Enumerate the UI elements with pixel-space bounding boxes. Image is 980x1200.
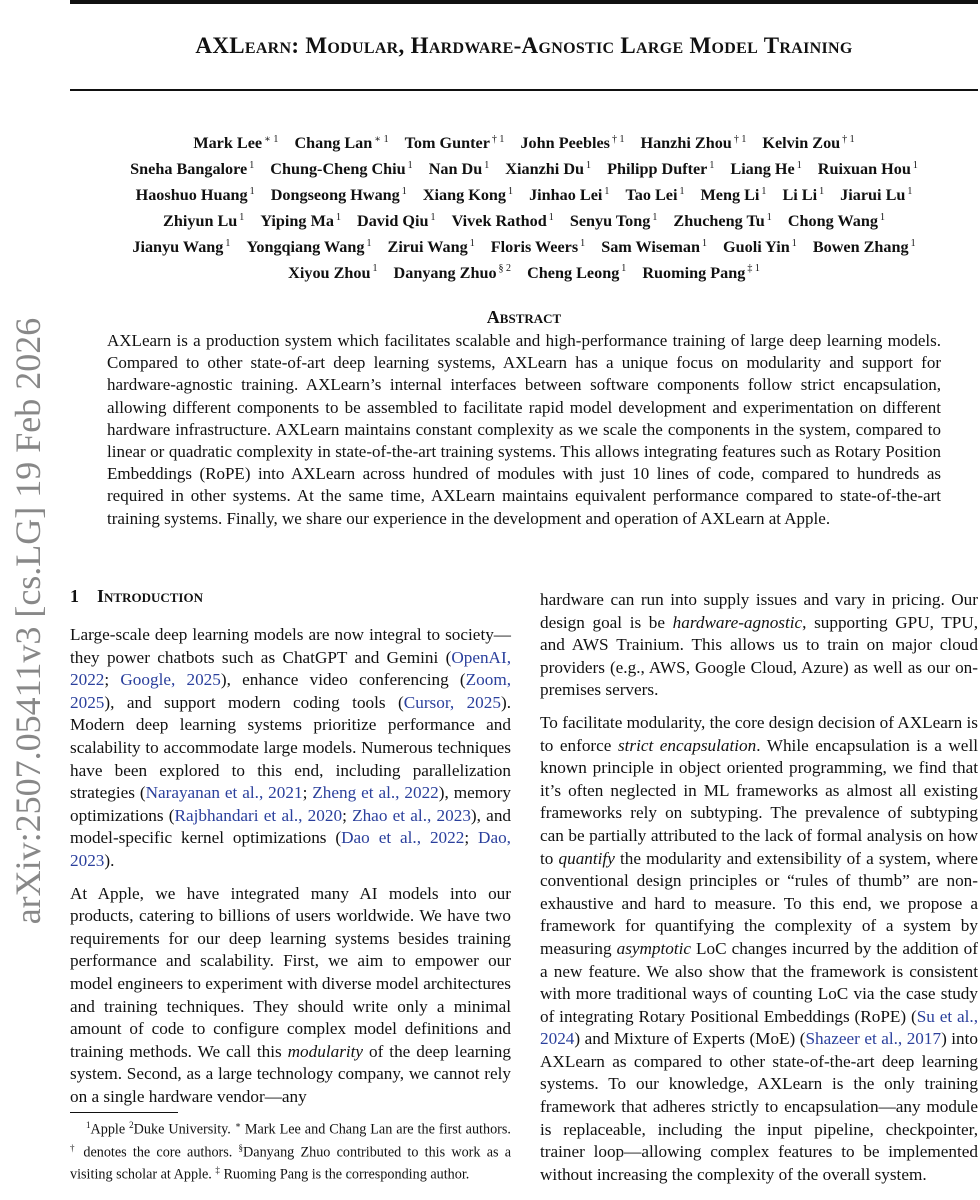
- author-affiliation-mark: 1: [912, 159, 918, 171]
- citation-link[interactable]: Narayanan et al., 2021: [145, 783, 303, 803]
- author-name: Jianyu Wang: [132, 237, 224, 256]
- body-text: ), and support modern coding tools (: [104, 692, 404, 712]
- author: [130, 160, 254, 178]
- author: [357, 212, 436, 230]
- citation-link[interactable]: Su et al., 2024: [540, 1006, 978, 1049]
- author-name: Chong Wang: [787, 212, 878, 231]
- citation-link[interactable]: Zoom, 2025: [70, 670, 511, 712]
- body-text: ).: [104, 850, 115, 870]
- body-text: LoC changes incurred by the addition of a new feature. We also show that the framework is consistent with more traditional ways of counting LoC via the case study of integrating Rotary Positional Embeddings (RoPE) (: [540, 938, 978, 1026]
- footnote-mark: 1: [86, 1120, 91, 1130]
- footnote-mark: ∗: [234, 1120, 241, 1130]
- author-name: Yongqiang Wang: [246, 237, 365, 256]
- author-affiliation-mark: 1: [401, 185, 407, 197]
- emphasis-text: strict encapsulation: [617, 735, 757, 755]
- author-affiliation-mark: 1: [335, 211, 341, 223]
- body-text: . While encapsulation is a well known principle in object oriented programming, we find that it’s often neglected in ML frameworks as almost all existing frameworks rely on subtyping. The prevalence of subtyping can be partially attributed to the lack of formal analysis on how to: [540, 735, 978, 868]
- author: [723, 238, 797, 256]
- body-text: Apple: [90, 1121, 130, 1138]
- author-name: Tao Lei: [625, 186, 678, 205]
- paragraph: [540, 712, 978, 1186]
- author: [520, 134, 624, 152]
- author: [788, 212, 885, 230]
- author-affiliation-mark: 1: [679, 185, 685, 197]
- author: [505, 160, 591, 178]
- footnote-mark: †: [70, 1142, 78, 1153]
- author-name: Zirui Wang: [387, 237, 468, 256]
- author-affiliation-mark: 1: [761, 185, 767, 197]
- author-name: Zhiyun Lu: [163, 212, 238, 231]
- author-affiliation-mark: † 1: [842, 134, 855, 145]
- author: [388, 238, 475, 256]
- emphasis-text: quantify: [558, 848, 615, 868]
- body-text: ;: [464, 828, 479, 848]
- author-name: Xianzhi Du: [505, 160, 585, 179]
- section-heading: [70, 586, 203, 607]
- author: [813, 238, 916, 256]
- author: [193, 134, 278, 152]
- body-text: Large-scale deep learning models are now integral to society—they power chatbots such as ChatGPT and Gemini (: [70, 625, 511, 667]
- author: [570, 212, 658, 230]
- author-affiliation-mark: 1: [652, 211, 658, 223]
- author-name: Mark Lee: [193, 134, 263, 153]
- author: [730, 160, 801, 178]
- author-affiliation-mark: 1: [239, 211, 245, 223]
- body-text: ;: [302, 783, 313, 803]
- body-text: ;: [104, 670, 121, 690]
- paper-title: AXLearn: Modular, Hardware-Agnostic Large Model Training: [195, 33, 853, 58]
- citation-link[interactable]: Google, 2025: [120, 670, 221, 690]
- author-affiliation-mark: 1: [709, 159, 715, 171]
- author-name: Haoshuo Huang: [135, 186, 248, 205]
- body-text: Danyang Zhuo contributed to this work as a visiting scholar at Apple.: [70, 1144, 512, 1184]
- author: [642, 264, 760, 282]
- author: [246, 238, 371, 256]
- author-affiliation-mark: 1: [225, 237, 231, 249]
- author-name: Senyu Tong: [569, 212, 651, 231]
- paragraph: [70, 883, 511, 1109]
- author-affiliation-mark: 1: [910, 237, 916, 249]
- author-name: Yiping Ma: [260, 212, 334, 231]
- section-title: Introduction: [97, 586, 203, 606]
- abstract-text: AXLearn is a production system which facilitates scalable and high-performance training of large deep learning models. Compared to other state-of-art deep learning systems, AXLearn has a unique focus on modularity and support for hardware-agnostic training. AXLearn’s internal interfaces between software components follow strict encapsulation, allowing different components to be assembled to facilitate rapid model development and experimentation on different hardware infrastructure. AXLearn maintains constant complexity as we scale the components in the system, compared to linear or quadratic complexity in state-of-the-art training systems. This allows integrating features such as Rotary Position Embeddings (RoPE) into AXLearn across hundred of modules with just 10 lines of code, compared to hundreds as required in other systems. At the same time, AXLearn maintains equivalent performance compared to state-of-the-art training systems. Finally, we share our experience in the development and operation of AXLearn at Apple.: [107, 331, 941, 528]
- footnote-mark: ‡: [215, 1165, 220, 1176]
- author: [405, 134, 505, 152]
- author-affiliation-mark: § 2: [498, 263, 512, 275]
- author: [452, 212, 554, 230]
- section-number: 1: [70, 586, 79, 606]
- author: [782, 186, 824, 204]
- footnote: [70, 1116, 511, 1184]
- body-text: of the deep learning system. Second, as a large technology company, we cannot rely on a single hardware vendor—any: [70, 1041, 511, 1106]
- author: [288, 264, 377, 282]
- author-affiliation-mark: 1: [407, 159, 413, 171]
- body-text: Mark Lee and Chang Lan are the first authors.: [240, 1121, 511, 1138]
- body-text: ) and Mixture of Experts (MoE) (: [574, 1029, 806, 1049]
- author-affiliation-mark: 1: [372, 263, 378, 275]
- title-rule: [70, 89, 978, 91]
- author-name: Floris Weers: [490, 237, 579, 256]
- author: [394, 264, 512, 282]
- author-name: Kelvin Zou: [762, 134, 841, 153]
- author-name: Cheng Leong: [527, 263, 620, 282]
- author-name: Sam Wiseman: [601, 237, 700, 256]
- emphasis-text: asymptotic: [616, 938, 692, 958]
- author-affiliation-mark: 1: [907, 185, 913, 197]
- author: [762, 134, 854, 152]
- citation-link[interactable]: OpenAI, 2022: [70, 647, 511, 690]
- body-text: , supporting GPU, TPU, and AWS Trainium. This allows us to train on major cloud providers (e.g., AWS, Google Cloud, Azure) as well as our on-premises servers.: [540, 612, 978, 700]
- author-name: Guoli Yin: [723, 237, 790, 256]
- author-affiliation-mark: 1: [469, 237, 475, 249]
- author-name: Nan Du: [428, 160, 483, 179]
- author: [136, 186, 255, 204]
- author-name: Chang Lan: [294, 134, 373, 153]
- author-affiliation-mark: 1: [819, 185, 825, 197]
- author: [423, 186, 513, 204]
- author-name: Bowen Zhang: [812, 237, 909, 256]
- author: [640, 134, 746, 152]
- author-name: John Peebles: [520, 134, 610, 153]
- body-text: the modularity and extensibility of a system, where conventional design principles or “rules of thumb” are non-exhaustive and hard to measure. To this end, we propose a framework for quantifying the complexity of a system by measuring: [540, 848, 978, 958]
- body-text: hardware can run into supply issues and vary in pricing. Our design goal is be: [540, 590, 978, 632]
- footnote-rule: [70, 1112, 178, 1113]
- body-text: ), memory optimizations (: [70, 783, 511, 825]
- author: [271, 186, 407, 204]
- author-name: Meng Li: [700, 186, 760, 205]
- author-name: Tom Gunter: [404, 134, 490, 153]
- author-name: Li Li: [782, 186, 818, 205]
- body-text: To facilitate modularity, the core design decision of AXLearn is to enforce: [540, 712, 978, 755]
- author-affiliation-mark: 1: [604, 185, 610, 197]
- author: [529, 186, 609, 204]
- citation-link[interactable]: Cursor, 2025: [403, 692, 501, 712]
- citation-link[interactable]: Rajbhandari et al., 2020: [174, 805, 343, 825]
- author: [163, 212, 244, 230]
- author-affiliation-mark: ∗ 1: [264, 134, 279, 145]
- citation-link[interactable]: Dao et al., 2022: [341, 828, 465, 848]
- paragraph: [540, 589, 978, 702]
- citation-link[interactable]: Shazeer et al., 2017: [805, 1029, 942, 1049]
- emphasis-text: modularity: [287, 1041, 364, 1061]
- left-column: [70, 624, 511, 1118]
- body-text: Duke University.: [133, 1121, 235, 1138]
- author: [840, 186, 912, 204]
- author-name: Liang He: [730, 160, 795, 179]
- author-affiliation-mark: 1: [702, 237, 707, 249]
- author-affiliation-mark: 1: [249, 159, 255, 171]
- author: [294, 134, 388, 152]
- citation-link[interactable]: Zheng et al., 2022: [312, 783, 439, 803]
- body-text: denotes the core authors.: [77, 1144, 239, 1161]
- author-name: David Qiu: [357, 212, 429, 231]
- author-name: Sneha Bangalore: [130, 160, 248, 179]
- author-affiliation-mark: 1: [548, 211, 554, 223]
- citation-link[interactable]: Dao, 2023: [70, 828, 511, 870]
- top-rule: [70, 0, 978, 4]
- footnote-mark: §: [238, 1142, 244, 1153]
- author-affiliation-mark: † 1: [611, 134, 625, 145]
- author-affiliation-mark: 1: [796, 159, 802, 171]
- author: [132, 238, 230, 256]
- author-name: Danyang Zhuo: [393, 263, 497, 282]
- author-affiliation-mark: 1: [586, 159, 592, 171]
- author-name: Ruixuan Hou: [817, 160, 911, 179]
- author-affiliation-mark: 1: [484, 159, 490, 171]
- body-text: At Apple, we have integrated many AI models into our products, catering to billions of users worldwide. We have two requirements for our deep learning systems besides training performance and scalability. First, we aim to empower our model engineers to experiment with diverse model architectures and training techniques. They should write only a minimal amount of code to configure complex model definitions and training methods. We call this: [70, 883, 511, 1061]
- body-text: ) into AXLearn as compared to other state-of-the-art deep learning systems. To our knowledge, AXLearn is the only training framework that adheres strictly to encapsulation—any module is replaceable, including the input pipeline, checkpointer, trainer loop—allowing complex features to be implemented without increasing the complexity of the overall system.: [540, 1029, 978, 1184]
- author: [607, 160, 714, 178]
- citation-link[interactable]: Zhao et al., 2023: [352, 805, 471, 825]
- author-name: Xiyou Zhou: [288, 263, 371, 282]
- author: [270, 160, 412, 178]
- author-affiliation-mark: ‡ 1: [747, 263, 760, 275]
- author: [260, 212, 341, 230]
- author: [625, 186, 684, 204]
- footnote-mark: 2: [129, 1120, 134, 1130]
- author-name: Philipp Dufter: [607, 160, 708, 179]
- paragraph: [70, 624, 511, 873]
- author: [527, 264, 626, 282]
- author-name: Zhucheng Tu: [673, 212, 765, 231]
- author-affiliation-mark: † 1: [733, 134, 747, 145]
- author-affiliation-mark: 1: [249, 185, 255, 197]
- right-column: [540, 589, 978, 1196]
- author-name: Dongseong Hwang: [270, 186, 400, 205]
- author-name: Hanzhi Zhou: [640, 134, 732, 153]
- author-affiliation-mark: 1: [791, 237, 797, 249]
- author-name: Jiarui Lu: [840, 186, 906, 205]
- author-affiliation-mark: † 1: [491, 134, 505, 145]
- author-affiliation-mark: ∗ 1: [374, 134, 389, 145]
- author-name: Chung-Cheng Chiu: [270, 160, 406, 179]
- author-name: Xiang Kong: [422, 186, 507, 205]
- author-affiliation-mark: 1: [508, 185, 514, 197]
- body-text: ). Modern deep learning systems prioritize performance and scalability to accommodate large models. Numerous techniques have been explored to this end, including parallelization strategies (: [70, 692, 511, 803]
- author-affiliation-mark: 1: [766, 211, 772, 223]
- body-text: ), and model-specific kernel optimizations (: [70, 805, 512, 848]
- author: [429, 160, 490, 178]
- author-name: Jinhao Lei: [529, 186, 603, 205]
- body-text: Ruoming Pang is the corresponding author.: [219, 1167, 470, 1184]
- author-name: Vivek Rathod: [451, 212, 547, 231]
- body-text: ), enhance video conferencing (: [220, 670, 466, 690]
- author: [491, 238, 585, 256]
- author: [601, 238, 707, 256]
- abstract-heading: Abstract: [486, 307, 562, 327]
- author-affiliation-mark: 1: [366, 237, 372, 249]
- body-text: ;: [342, 805, 353, 825]
- author-list: [70, 129, 978, 284]
- author: [673, 212, 771, 230]
- author: [818, 160, 918, 178]
- author-affiliation-mark: 1: [580, 237, 586, 249]
- author-affiliation-mark: 1: [430, 211, 436, 223]
- author-name: Ruoming Pang: [642, 263, 746, 282]
- emphasis-text: hardware-agnostic: [672, 612, 803, 632]
- author-affiliation-mark: 1: [621, 263, 627, 275]
- author: [701, 186, 767, 204]
- arxiv-stamp: arXiv:2507.05411v3 [cs.LG] 19 Feb 2026: [8, 317, 48, 925]
- author-affiliation-mark: 1: [879, 211, 885, 223]
